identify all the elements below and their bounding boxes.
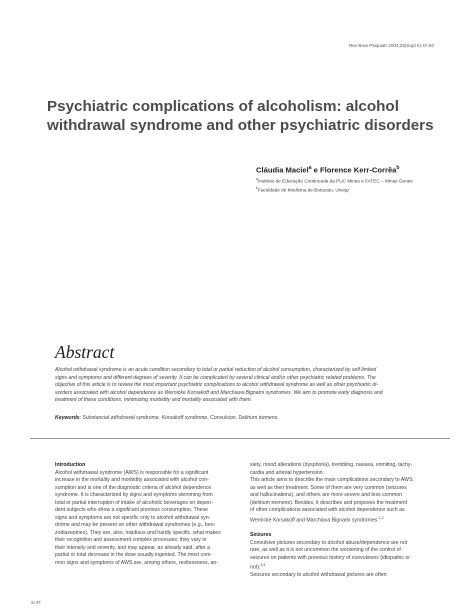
body-line: signs and symptoms are not specific only to alcohol withdrawal syn- [55, 514, 211, 521]
blank-line [250, 525, 435, 533]
keywords-text: : Substancial withdrawal syndrome. Korsakoff syndrome. Convulsion. Delirium tremens. [79, 415, 279, 421]
title-line-1: Psychiatric complications of alcoholism: alcohol [47, 98, 399, 115]
section-divider [30, 438, 450, 439]
body-line: cardia and arterial hypertension. [250, 469, 325, 476]
abstract-body [55, 367, 427, 405]
affiliations [256, 176, 413, 193]
section-heading-introduction: Introduction [55, 462, 86, 468]
body-line: Seizures secondary to alcohol withdrawal pictures are often [250, 572, 387, 579]
affiliation-line [256, 185, 413, 194]
journal-reference: Rev Bras Psiquiatr 2004;26(Supl II):47-50 [348, 43, 434, 48]
body-line: drome and may be present on other withdrawal syndromes (e.g., ben- [55, 522, 216, 528]
right-column [250, 462, 435, 580]
title-line-2: withdrawal syndrome and other psychiatric disorders [47, 117, 434, 134]
affiliation-marker: b [396, 165, 400, 171]
body-line: of other complications associated with alcohol dependence such as [250, 507, 405, 513]
body-line: and hallucinations), and others are more severe and less common [250, 492, 402, 498]
body-line: This article aims to describe the main complications secondary to AWS, [250, 477, 414, 483]
body-line: zodiazepines). They are, also, insidious and hardly specific, what makes [55, 529, 221, 536]
body-line: mon signs and symptoms of AWS are, among others, restlessness, an- [55, 559, 218, 566]
abstract-line: signs and symptoms and different degrees of severity. It can be complicated by several clinical and/or other psychiatric related problems. The [55, 374, 376, 381]
body-line: (delirium tremens). Besides, it describes and proposes the treatment [250, 499, 408, 506]
body-line: seizures on patients with previous history of convulsions (idiopathic or [250, 554, 411, 561]
body-line: total or partial interruption of intake of alcoholic beverages on depen- [55, 499, 213, 506]
citation-marker: 3,4 [260, 563, 266, 568]
abstract-line: objective of this article is to review the most important psychiatric complications to alcohol withdrawal syndrome as well as other psychiatric di- [55, 382, 379, 388]
body-text: Wernicke Korsakoff and Marchiava Bignami syndromes. [250, 517, 379, 524]
body-line: partial or total decrease in the dose usually ingested. The most com- [55, 552, 213, 558]
author-conjunction: e [311, 165, 320, 175]
affiliation-text: Faculdade de Medicina de Botucatu, Unesp [257, 187, 349, 193]
author-name: Cláudia Maciel [256, 165, 309, 175]
body-line: Convulsive pictures secondary to alcohol abuse/dependence are not [250, 539, 408, 546]
abstract-line: Alcohol withdrawal syndrome is an acute condition secondary to total or partial reduction of alcohol consumption, characterized by self limited [55, 367, 377, 373]
affiliation-marker: a [256, 177, 258, 181]
body-line: their recognition and assessment complex processes; they vary in [55, 537, 207, 543]
keywords-label: Keywords [55, 415, 80, 421]
abstract-heading: Abstract [55, 342, 115, 362]
paper-title [47, 97, 447, 135]
body-line [250, 562, 435, 572]
author-name: Florence Kerr-Corrêa [320, 165, 397, 175]
body-line: Alcohol withdrawal syndrome (AWS) is responsible for a significant [55, 469, 209, 476]
abstract-line: treatment of these conditions, minimizing morbidity and mortality associated with them. [55, 397, 253, 403]
author-list [256, 165, 399, 175]
abstract-line: sorders associated with alcohol dependence as Wernicke Korsakoff and Marchiava Bignami syndromes. We aim to promote early diagnosis and [55, 389, 383, 396]
body-line: sumption and is one of the diagnostic criteria of alcohol dependence [55, 484, 212, 491]
keywords [55, 415, 427, 421]
affiliation-line [256, 176, 413, 185]
body-line: dent subjects who show a significant previous consumption. These [55, 507, 209, 513]
body-line: increase in the mortality and morbidity associated with alcohol con- [55, 477, 209, 483]
body-text: not). [250, 564, 261, 571]
citation-marker: 1,2 [378, 515, 384, 520]
affiliation-text: Instituto de Educação Continuada da PUC Minas e FATEC – Minas Gerais [257, 178, 413, 184]
affiliation-marker: b [256, 185, 258, 190]
page-number: S-47 [31, 600, 41, 605]
body-line: their intensity and severity, and may appear, as already said, after a [55, 544, 211, 551]
body-line: syndrome. It is characterized by signs and symptoms stemming from [55, 492, 213, 498]
affiliation-marker: a [308, 165, 312, 171]
body-line: xiety, mood alterations (dysphoria), trembling, nausea, vomiting, tachy- [250, 462, 413, 468]
section-heading-seizures: Seizures [250, 532, 272, 539]
body-line [250, 515, 435, 525]
body-line: as well as their treatment. Some of them are very common (seizures [250, 484, 407, 491]
body-line: rare, as well as it is not uncommon the worsening of the control of [250, 547, 401, 554]
left-column [55, 462, 235, 567]
